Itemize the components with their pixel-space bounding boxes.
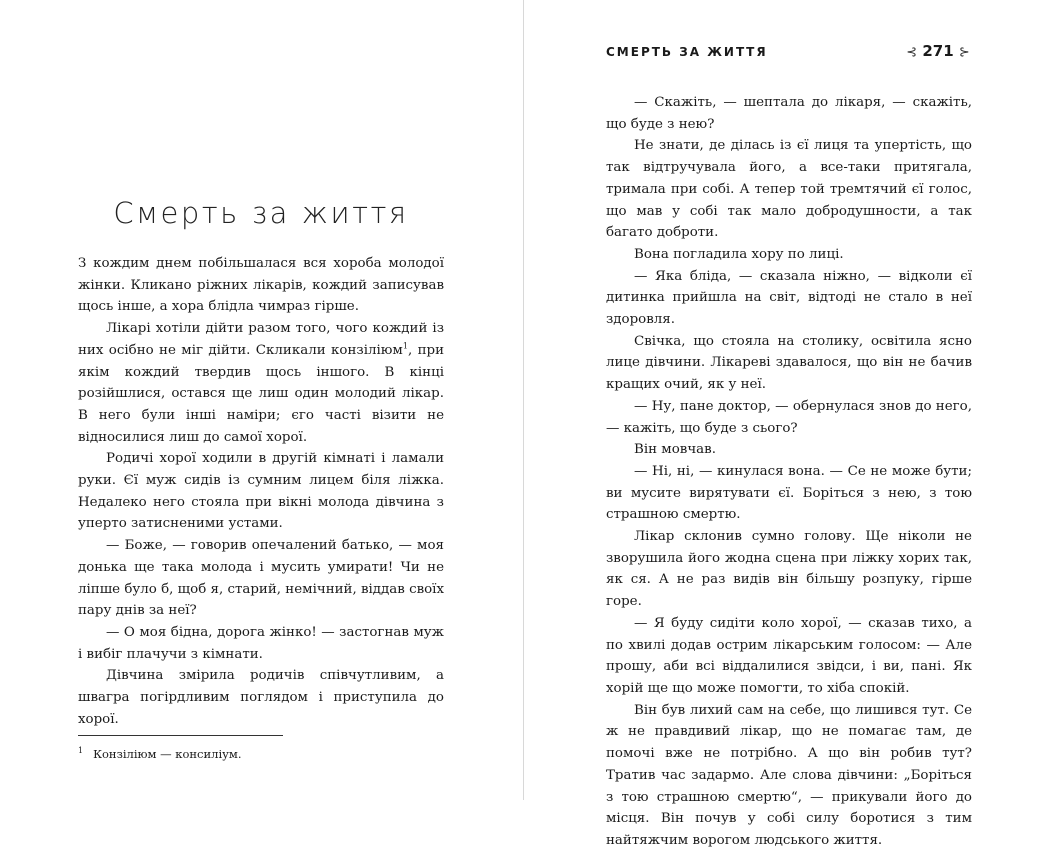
paragraph: — Я буду сидіти коло хорої, — сказав тихо, а по хвилі додав острим лікарським голосом: — Але прошу, аби всі віддалилися звідси, і ви, пані. Як хорій ще що може помогти, то хіба спокій.: [606, 615, 972, 696]
left-ornament-icon: ⊰: [906, 45, 918, 60]
left-page: [0, 0, 520, 800]
paragraph: Не знати, де ділась із єї лиця та упертість, що так відтручувала його, а все-таки притягала, тримала при собі. А тепер той тремтячий єї голос, що мав у собі так мало добродушности, а так багато доброти.: [606, 138, 972, 241]
footnote-text: Конзіліюм — консиліум.: [93, 746, 242, 761]
page-number-value: 271: [922, 42, 954, 60]
paragraph: — О моя бідна, дорога жінко! — застогнав муж і вибіг плачучи з кімнати.: [78, 624, 444, 662]
right-page: [526, 0, 1046, 848]
page-number: [902, 42, 974, 60]
footnote-divider: [78, 735, 283, 736]
footnote-ref[interactable]: 1: [402, 341, 408, 351]
paragraph: — Ну, пане доктор, — обернулася знов до него, — кажіть, що буде з сього?: [606, 398, 972, 436]
footnote: [78, 746, 444, 761]
paragraph-text: Лікарі хотіли дійти разом того, чого кождий із них осібно не міг дійти. Скликали: [78, 321, 444, 358]
footnote-mark: 1: [78, 746, 84, 755]
paragraph: [78, 318, 444, 448]
paragraph: — Ні, ні, — кинулася вона. — Се не може бути; ви мусите вирятувати єї. Боріться з нею, з тою страшною смертю.: [606, 463, 972, 523]
running-head: СМЕРТЬ ЗА ЖИТТЯ: [606, 45, 768, 59]
paragraph: Свічка, що стояла на столику, освітила ясно лице дівчини. Лікареві здавалося, що він не бачив кращих очий, як у неї.: [606, 333, 972, 393]
paragraph: — Скажіть, — шептала до лікаря, — скажіть, що буде з нею?: [606, 95, 972, 132]
page-gutter: [523, 0, 524, 800]
paragraph: Лікар склонив сумно голову. Ще ніколи не зворушила його жодна сцена при ліжку хорих так, як ся. А не раз видів він більшу розпуку, гірше горе.: [606, 529, 972, 610]
chapter-title: Смерть за життя: [113, 196, 409, 230]
left-body-text: [78, 253, 444, 730]
paragraph-text: , при якім кождий твердив щось іншого. В кінці розійшлися, остався ще лиш один молодий лікар. В него були інші наміри; єго часті візити не відносилися лиш до самої хорої.: [78, 342, 444, 445]
paragraph: Він мовчав.: [634, 442, 716, 458]
paragraph: Дівчина змірила родичів співчутливим, а швагра погірдливим поглядом і приступила до хорої.: [78, 668, 444, 727]
paragraph: Вона погладила хору по лиці.: [634, 246, 844, 262]
paragraph: Він був лихий сам на себе, що лишився тут. Се ж не правдивий лікар, що не помагає там, де помочі вже не потрібно. А що він робив тут? Тратив час задармо. Але слова дівчини: „Боріться з тою страшною смертю“, — прикували його до місця. Він почув у собі силу боротися з тим найтяжчим ворогом людського життя.: [606, 702, 972, 848]
right-ornament-icon: ⊱: [958, 45, 970, 60]
paragraph: Родичі хорої ходили в другій кімнаті і ламали руки. Єї муж сидів із сумним лицем біля ліжка. Недалеко него стояла при вікні молода дівчина з уперто затисненими устами.: [78, 451, 444, 532]
right-body-text: [606, 92, 972, 852]
footnoted-term: конзіліюм: [331, 342, 403, 358]
paragraph: — Боже, — говорив опечалений батько, — моя донька ще така молода і мусить умирати! Чи не ліпше було б, щоб я, старий, немічний, віддав своїх пару днів за неї?: [78, 538, 445, 619]
paragraph: З кождим днем побільшалася вся хороба молодої жінки. Кликано ріжних лікарів, кождий записував щось інше, а хора блідла чимраз гірше.: [78, 256, 444, 315]
paragraph: — Яка бліда, — сказала ніжно, — відколи єї дитинка прийшла на світ, відтоді не стало в неї здоровля.: [606, 268, 972, 328]
